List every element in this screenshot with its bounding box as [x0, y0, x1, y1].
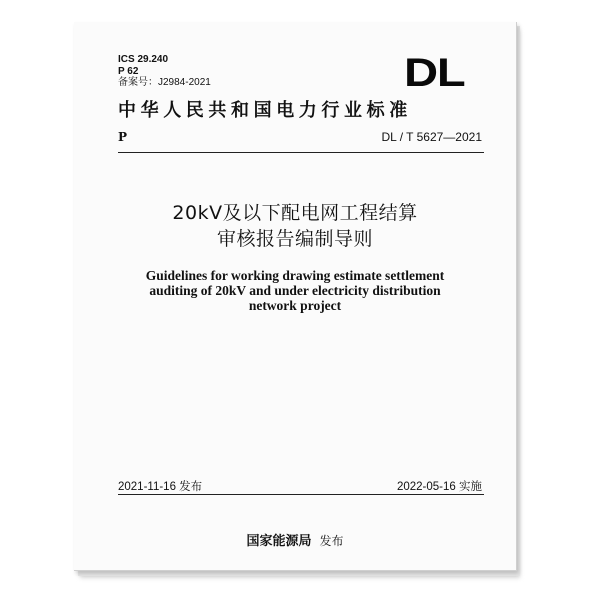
header-divider — [118, 152, 484, 153]
publisher-organization: 国家能源局 — [246, 534, 312, 549]
dl-logo: DL — [404, 51, 465, 95]
publisher — [74, 530, 516, 549]
ics-code: ICS 29.240 — [118, 54, 169, 65]
title-english-line-3: network project — [248, 298, 342, 313]
title-chinese-line-1: 20kV及以下配电网工程结算 — [172, 202, 418, 224]
title-english-line-2: auditing of 20kV and under electricity distribution — [149, 283, 441, 298]
standard-name: 中华人民共和国电力行业标准 — [118, 100, 412, 121]
title-chinese-line-2: 审核报告编制导则 — [216, 228, 373, 250]
record-number: 备案号：J2984-2021 — [118, 77, 211, 88]
footer-divider — [118, 494, 484, 495]
classification-code: P — [118, 130, 128, 144]
title-chinese — [74, 200, 516, 252]
classification-code-top: P 62 — [118, 65, 139, 77]
implementation-date: 2022-05-16 实施 — [396, 481, 482, 493]
book-cover — [74, 22, 517, 571]
cover-metadata — [118, 54, 211, 89]
standard-number: DL / T 5627—2021 — [381, 130, 482, 144]
publisher-action: 发布 — [319, 534, 344, 548]
title-english-line-1: Guidelines for working drawing estimate settlement — [145, 268, 445, 283]
issue-date: 2021-11-16 发布 — [118, 481, 203, 493]
title-english — [74, 268, 516, 313]
